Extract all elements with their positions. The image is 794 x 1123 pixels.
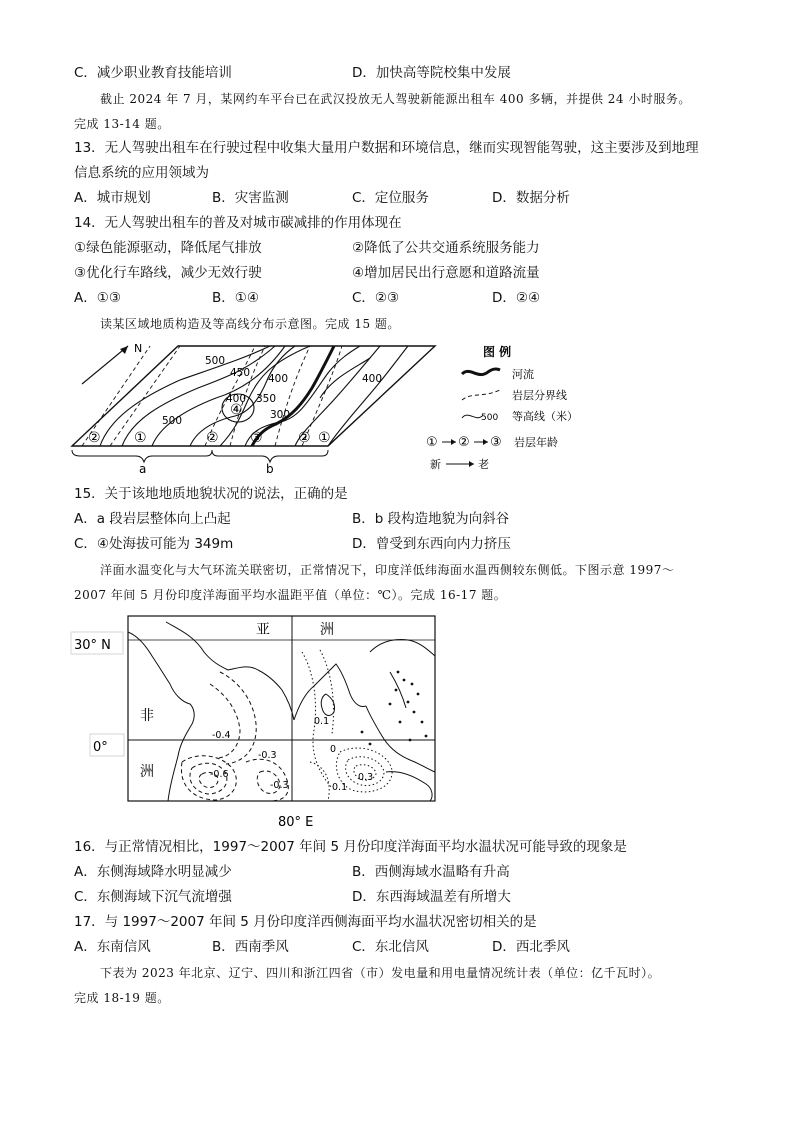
isoline-label: 0.3 — [358, 772, 374, 783]
q12-option-d: D．加快高等院校集中发展 — [352, 65, 511, 81]
legend-new-label: 新 — [430, 458, 441, 471]
q14-statement-4: ④增加居民出行意愿和道路流量 — [352, 265, 540, 281]
q13-option-d: D．数据分析 — [492, 190, 570, 206]
layer-mark: ② — [88, 430, 101, 446]
legend-river-icon — [462, 369, 500, 375]
legend-age-3: ③ — [490, 435, 502, 450]
layer-mark: ① — [134, 430, 147, 446]
indian-ocean-sst-map — [70, 612, 442, 832]
contour-label: 400 — [362, 373, 383, 385]
legend-new-old-arrowhead — [469, 461, 474, 467]
contour-label: 500 — [205, 355, 226, 367]
intro-16-17-line2: 2007 年间 5 月份印度洋海面平均水温距平值（单位：℃）。完成 16-17 题。 — [74, 588, 507, 602]
north-label: N — [134, 342, 143, 355]
q14-stem: 14．无人驾驶出租车的普及对城市碳减排的作用体现在 — [74, 215, 402, 231]
segment-b-brace — [212, 450, 328, 462]
legend-age-2: ② — [458, 435, 470, 450]
q14-option-d: D．②④ — [492, 290, 541, 306]
q12-option-c: C．减少职业教育技能培训 — [74, 65, 232, 81]
legend-contour-icon — [462, 415, 482, 418]
intro-13-14-line1: 截止 2024 年 7 月，某网约车平台已在武汉投放无人驾驶新能源出租车 400 多辆，并提供 24 小时服务。 — [100, 92, 691, 106]
layer-mark: ③ — [250, 430, 263, 446]
isoline-label: -0.6 — [210, 769, 229, 780]
contour-label: 400 — [268, 373, 289, 385]
legend-age-arrowhead — [451, 439, 456, 445]
segment-a-brace — [72, 450, 212, 462]
isoline-label: 0.1 — [314, 716, 330, 727]
legend-contour-label: 等高线（米） — [512, 410, 578, 423]
contour-labels — [162, 355, 382, 427]
isoline-label: -0.3 — [258, 750, 277, 761]
map-frame — [128, 616, 435, 801]
q13-option-a: A．城市规划 — [74, 190, 151, 206]
lon-80e-label: 80° E — [278, 815, 314, 830]
q16-option-b: B．西侧海域水温略有升高 — [352, 864, 510, 880]
contour-label: 350 — [256, 393, 277, 405]
q13-option-c: C．定位服务 — [352, 190, 429, 206]
legend-age-label: 岩层年龄 — [514, 436, 558, 449]
legend-boundary-icon — [462, 390, 500, 400]
segment-a-label: a — [139, 462, 147, 476]
q14-statement-2: ②降低了公共交通系统服务能力 — [352, 240, 540, 256]
q15-option-a: A．a 段岩层整体向上凸起 — [74, 511, 231, 527]
q14-option-c: C．②③ — [352, 290, 400, 306]
legend-title: 图 例 — [483, 345, 512, 359]
isoline-label: -0.4 — [212, 730, 231, 741]
contour-label: 300 — [270, 409, 291, 421]
isoline-label: -0.3 — [270, 780, 289, 791]
layer-mark: ② — [206, 430, 219, 446]
q15-option-d: D．曾受到东西向内力挤压 — [352, 536, 511, 552]
africa-label-2: 洲 — [140, 764, 154, 780]
contour-label: 450 — [230, 367, 251, 379]
segment-b-label: b — [266, 462, 274, 476]
q17-option-a: A．东南信风 — [74, 939, 151, 955]
north-arrowhead — [120, 346, 128, 354]
q17-stem: 17．与 1997～2007 年间 5 月份印度洋西侧海面平均水温状况密切相关的是 — [74, 914, 537, 930]
asia-label-2: 洲 — [320, 622, 334, 638]
q15-option-b: B．b 段构造地貌为向斜谷 — [352, 511, 510, 527]
isoline-label: 0.1 — [332, 782, 348, 793]
intro-13-14-line2: 完成 13-14 题。 — [74, 117, 170, 131]
legend-contour-value: 500 — [481, 413, 499, 423]
q16-stem: 16．与正常情况相比，1997～2007 年间 5 月份印度洋海面平均水温状况可能导致的现象是 — [74, 839, 627, 855]
intro-15: 读某区域地质构造及等高线分布示意图。完成 15 题。 — [100, 317, 400, 331]
q13-stem-line1: 13．无人驾驶出租车在行驶过程中收集大量用户数据和环境信息，继而实现智能驾驶，这主要涉及到地理 — [74, 140, 699, 156]
q13-stem-line2: 信息系统的应用领域为 — [74, 165, 209, 181]
q15-stem: 15．关于该地地质地貌状况的说法，正确的是 — [74, 486, 348, 502]
layer-mark: ① — [318, 430, 331, 446]
layer-marks — [88, 402, 331, 446]
contour-label: 500 — [162, 415, 183, 427]
north-arrow — [82, 346, 128, 384]
q16-option-a: A．东侧海域降水明显减少 — [74, 864, 232, 880]
intro-18-19-line2: 完成 18-19 题。 — [74, 991, 170, 1005]
q17-option-c: C．东北信风 — [352, 939, 429, 955]
lat-0-label: 0° — [93, 740, 108, 755]
q14-option-b: B．①④ — [212, 290, 259, 306]
q17-option-d: D．西北季风 — [492, 939, 570, 955]
isoline-label: 0 — [330, 744, 337, 755]
q16-option-d: D．东西海域温差有所增大 — [352, 889, 511, 905]
legend-age-1: ① — [426, 435, 438, 450]
legend — [426, 344, 578, 471]
legend-age-arrowhead — [483, 439, 488, 445]
q13-option-b: B．灾害监测 — [212, 190, 289, 206]
layer-mark: ④ — [230, 402, 243, 418]
q14-statement-1: ①绿色能源驱动，降低尾气排放 — [74, 240, 262, 256]
intro-18-19-line1: 下表为 2023 年北京、辽宁、四川和浙江四省（市）发电量和用电量情况统计表（单位：亿千瓦时）。 — [100, 966, 661, 980]
q14-statement-3: ③优化行车路线，减少无效行驶 — [74, 265, 262, 281]
contour-label: 400 — [226, 393, 247, 405]
q15-option-c: C．④处海拔可能为 349m — [74, 536, 234, 552]
geo-structure-figure — [70, 338, 578, 476]
q17-option-b: B．西南季风 — [212, 939, 289, 955]
lat-30n-label: 30° N — [74, 638, 111, 653]
legend-boundary-label: 岩层分界线 — [512, 389, 567, 402]
layer-mark: ② — [298, 430, 311, 446]
q14-option-a: A．①③ — [74, 290, 121, 306]
asia-label-1: 亚 — [256, 622, 270, 638]
legend-river-label: 河流 — [512, 368, 534, 381]
africa-label-1: 非 — [140, 708, 154, 724]
intro-16-17-line1: 洋面水温变化与大气环流关联密切，正常情况下，印度洋低纬海面水温西侧较东侧低。下图示意 1997～ — [100, 563, 675, 577]
q16-option-c: C．东侧海域下沉气流增强 — [74, 889, 232, 905]
legend-old-label: 老 — [478, 458, 489, 471]
